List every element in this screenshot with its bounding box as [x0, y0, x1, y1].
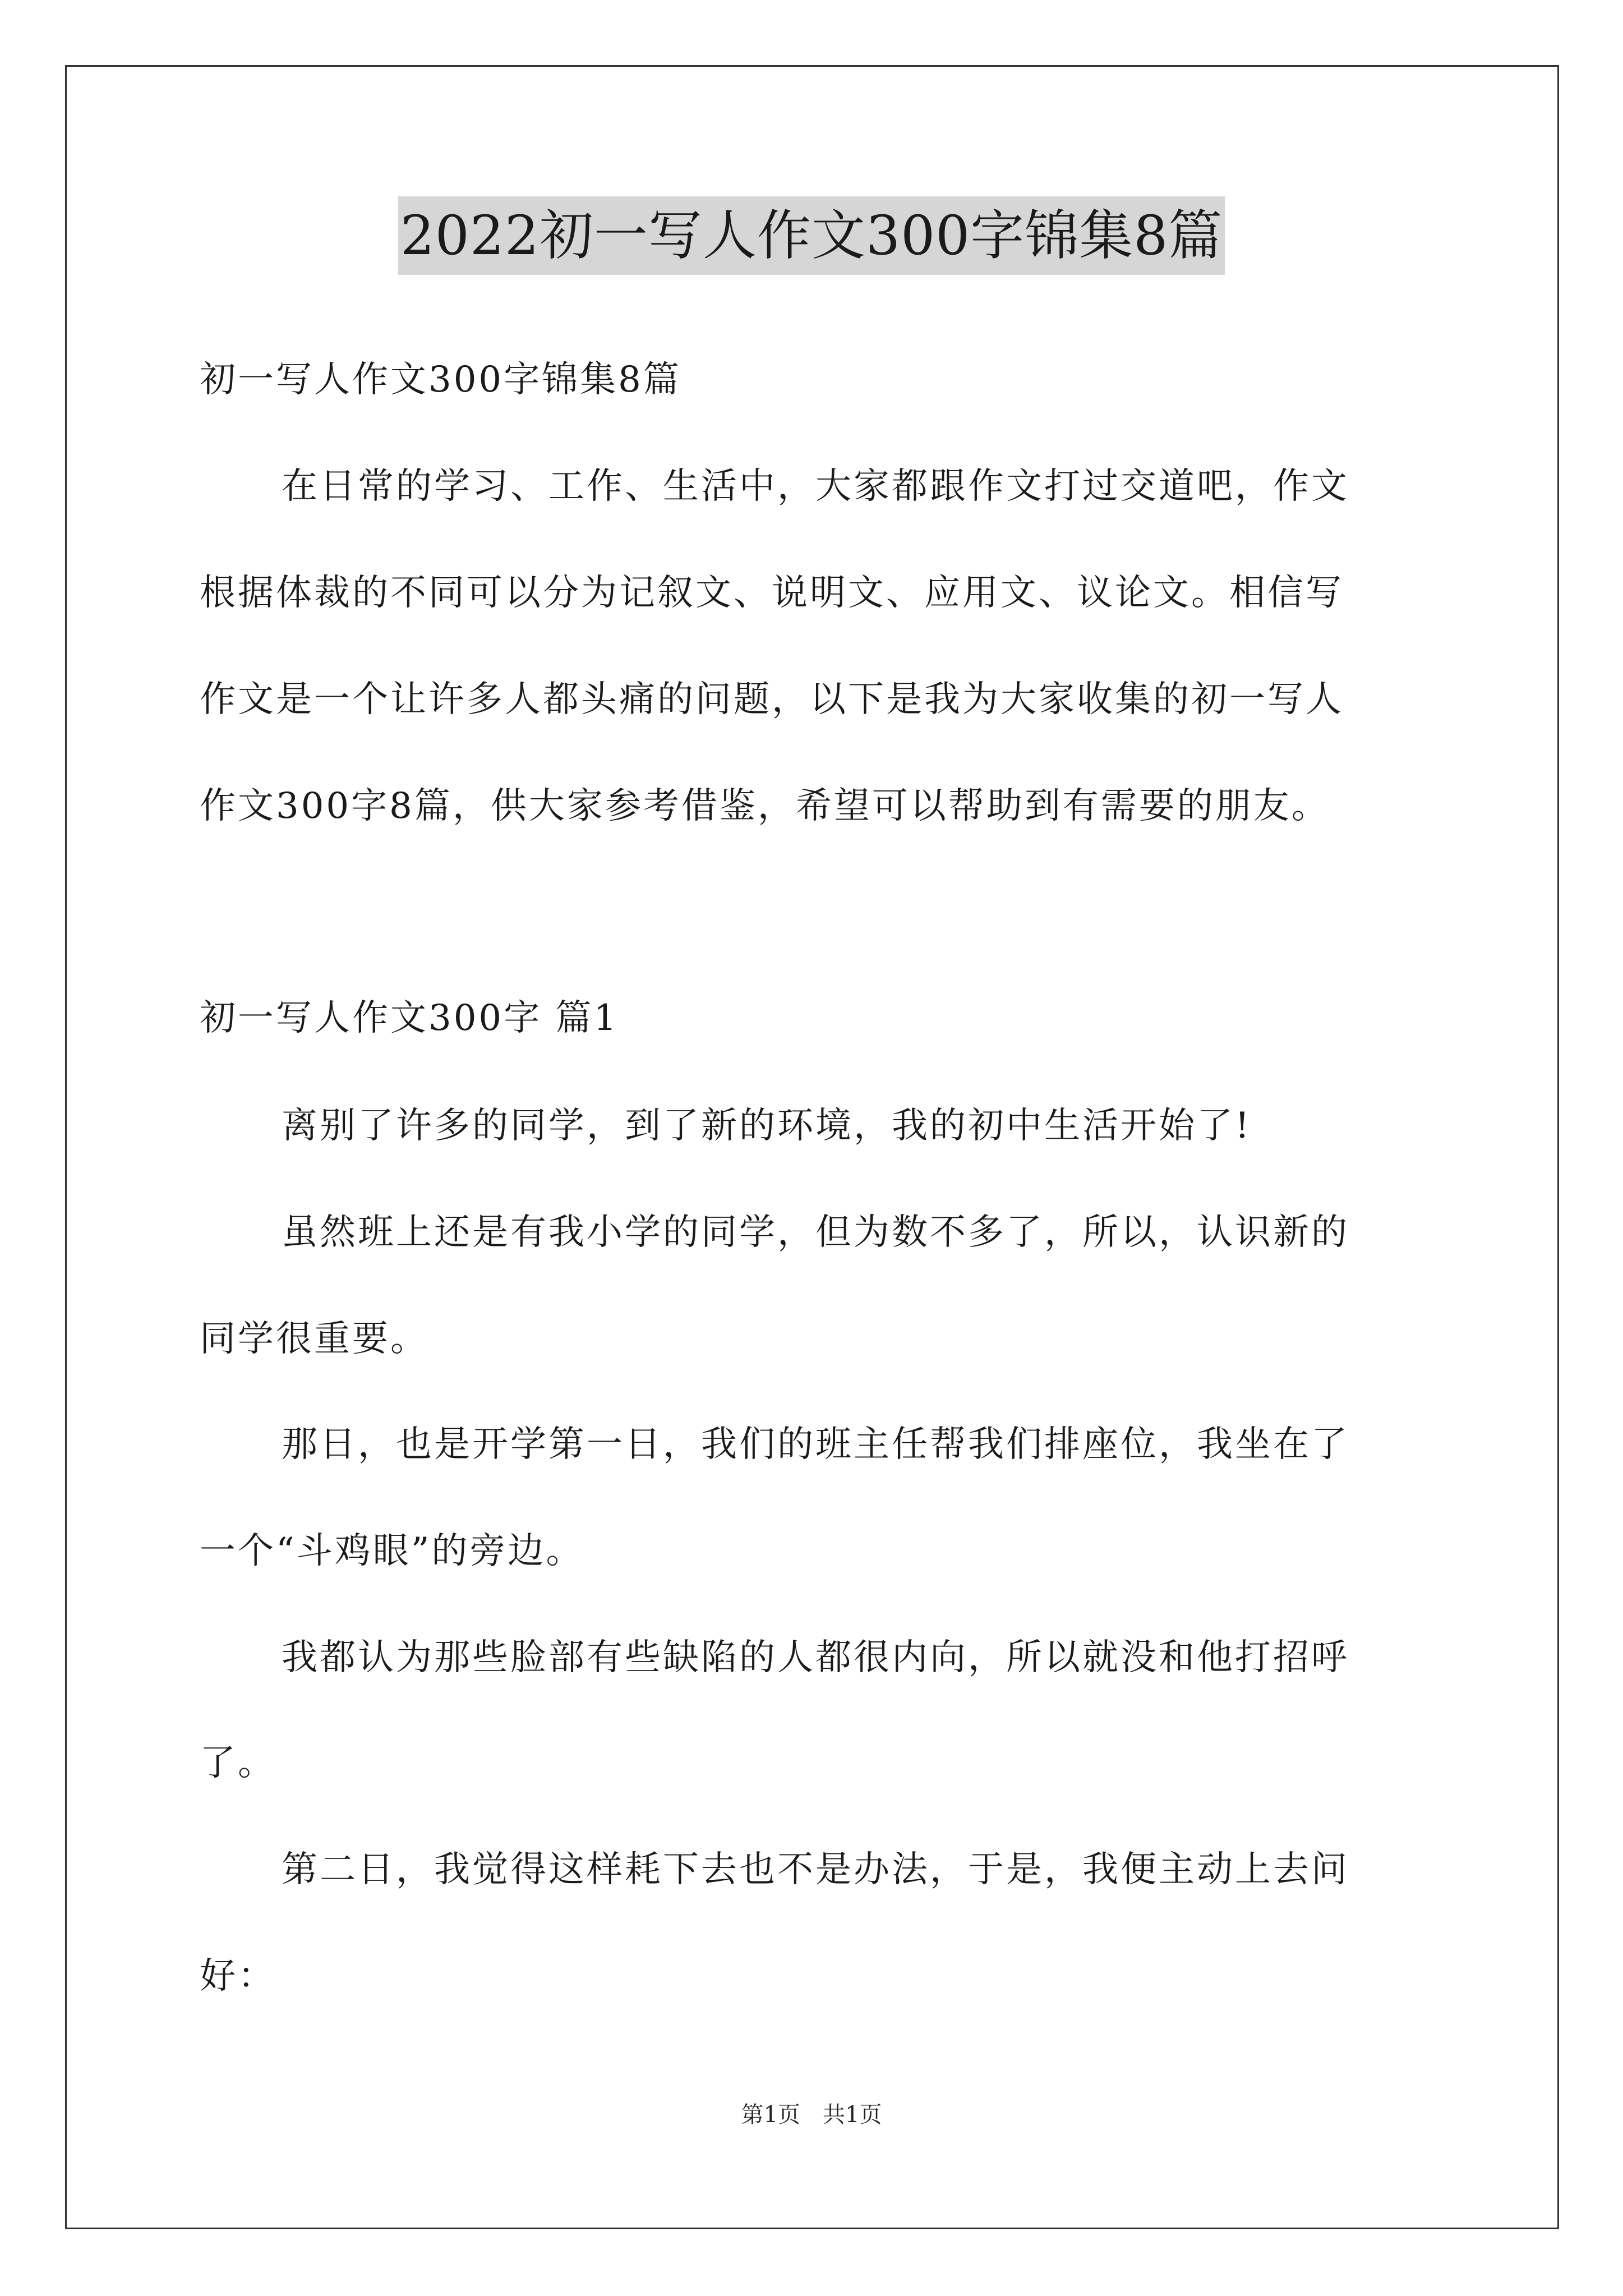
body-line-1: 离别了许多的同学，到了新的环境，我的初中生活开始了! [282, 1105, 1252, 1147]
body-line-4: 那日，也是开学第一日，我们的班主任帮我们排座位，我坐在了 [282, 1424, 1349, 1465]
body-line-3: 同学很重要。 [200, 1318, 428, 1360]
intro-line-3: 作文是一个让许多人都头痛的问题，以下是我为大家收集的初一写人 [200, 679, 1344, 720]
body-line-5: 一个“斗鸡眼”的旁边。 [200, 1530, 584, 1572]
body-line-8: 第二日，我觉得这样耗下去也不是办法，于是，我便主动上去问 [282, 1849, 1349, 1890]
body-line-2: 虽然班上还是有我小学的同学，但为数不多了，所以，认识新的 [282, 1212, 1349, 1253]
document-title: 2022初一写人作文300字锦集8篇 [398, 196, 1225, 275]
section-heading: 初一写人作文300字 篇1 [200, 997, 619, 1039]
title-container [0, 196, 1623, 275]
intro-line-2: 根据体裁的不同可以分为记叙文、说明文、应用文、议论文。相信写 [200, 572, 1344, 614]
intro-line-4: 作文300字8篇，供大家参考借鉴，希望可以帮助到有需要的朋友。 [200, 785, 1330, 827]
document-subtitle: 初一写人作文300字锦集8篇 [200, 359, 681, 401]
page-footer: 第1页 共1页 [741, 2102, 882, 2128]
body-line-6: 我都认为那些脸部有些缺陷的人都很内向，所以就没和他打招呼 [282, 1637, 1349, 1678]
intro-line-1: 在日常的学习、工作、生活中，大家都跟作文打过交道吧，作文 [282, 466, 1349, 507]
body-line-9: 好： [200, 1955, 276, 1997]
body-line-7: 了。 [200, 1742, 276, 1784]
